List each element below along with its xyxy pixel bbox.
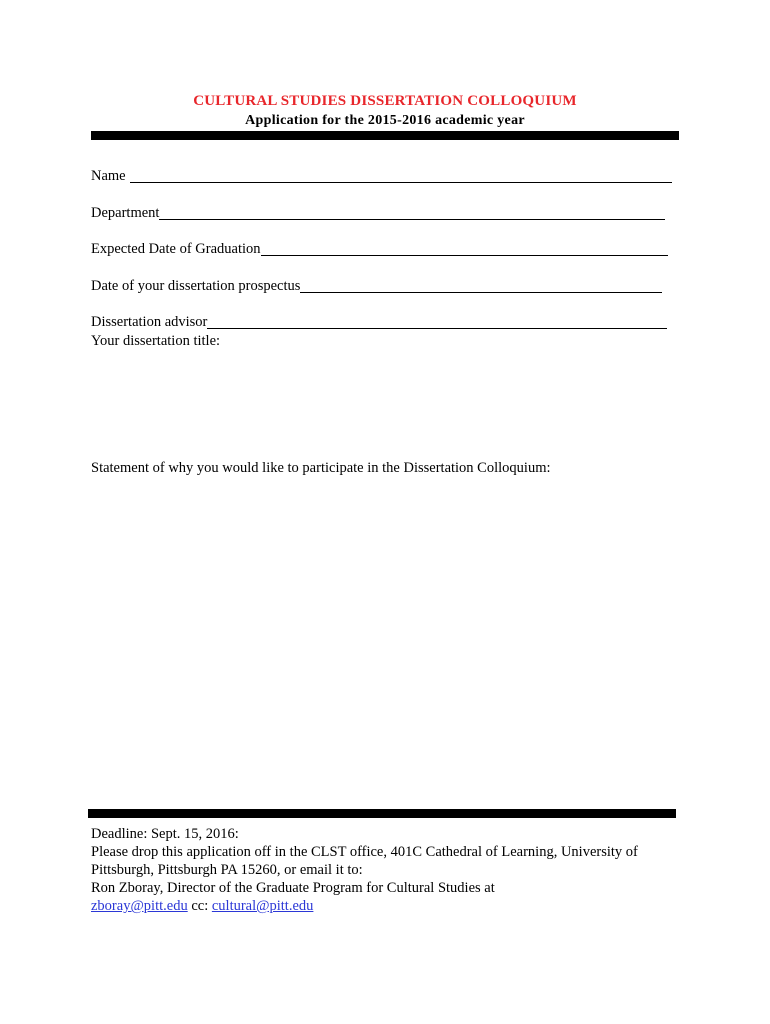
name-input-line[interactable]	[130, 168, 672, 183]
cc-email-link[interactable]: cultural@pitt.edu	[211, 898, 314, 914]
graduation-input-line[interactable]	[261, 241, 668, 256]
name-field[interactable]	[91, 167, 672, 185]
name-label: Name	[91, 168, 126, 184]
department-label: Department	[91, 205, 160, 221]
prospectus-field[interactable]	[91, 277, 662, 295]
email-line	[91, 897, 691, 915]
cc-label: cc:	[187, 898, 212, 914]
advisor-label: Dissertation advisor	[91, 314, 208, 330]
department-field[interactable]	[91, 204, 665, 222]
submission-instructions	[91, 825, 691, 915]
top-divider	[91, 131, 679, 140]
advisor-field[interactable]	[91, 313, 667, 331]
instructions-line-1: Please drop this application off in the CLST office, 401C Cathedral of Learning, University of	[91, 844, 638, 860]
form-subtitle: Application for the 2015-2016 academic year	[245, 113, 525, 128]
prospectus-input-line[interactable]	[300, 278, 662, 293]
graduation-label: Expected Date of Graduation	[91, 241, 261, 257]
instructions-line-3: Ron Zboray, Director of the Graduate Program for Cultural Studies at	[91, 880, 495, 896]
instructions-line-2: Pittsburgh, Pittsburgh PA 15260, or email it to:	[91, 862, 363, 878]
advisor-input-line[interactable]	[207, 314, 667, 329]
primary-email-link[interactable]: zboray@pitt.edu	[91, 898, 188, 914]
graduation-field[interactable]	[91, 240, 668, 258]
dissertation-title-label: Your dissertation title:	[91, 333, 221, 349]
prospectus-label: Date of your dissertation prospectus	[91, 278, 301, 294]
deadline-text: Deadline: Sept. 15, 2016:	[91, 826, 239, 842]
department-input-line[interactable]	[159, 205, 665, 220]
statement-label: Statement of why you would like to participate in the Dissertation Colloquium:	[91, 460, 551, 476]
form-title: CULTURAL STUDIES DISSERTATION COLLOQUIUM	[193, 93, 577, 109]
bottom-divider	[88, 809, 676, 818]
